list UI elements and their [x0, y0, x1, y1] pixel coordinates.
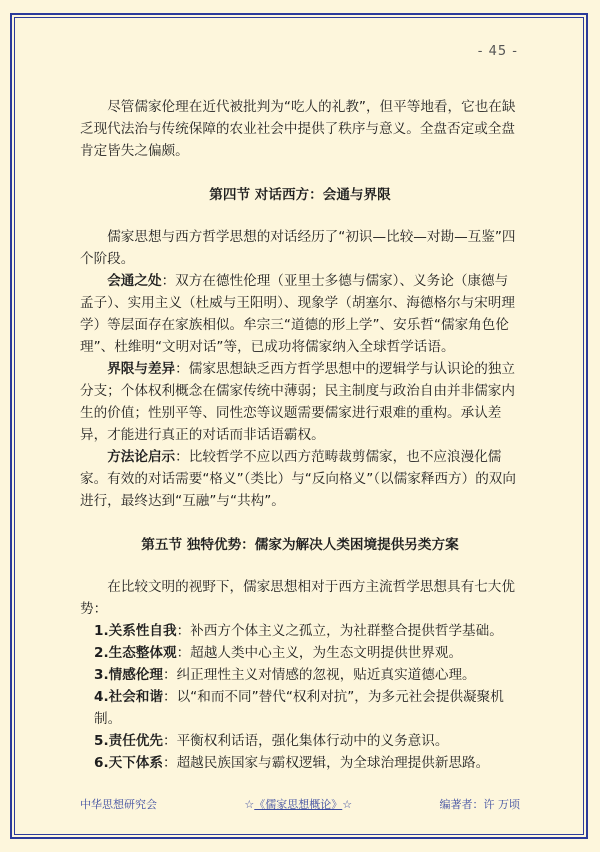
item-text: ：纠正理性主义对情感的忽视，贴近真实道德心理。 — [163, 667, 476, 683]
advantage-item — [80, 752, 520, 774]
item-label: 4.社会和谐 — [94, 689, 163, 705]
item-label: 6.天下体系 — [94, 755, 163, 771]
advantage-item — [80, 686, 520, 730]
section5-intro: 在比较文明的视野下，儒家思想相对于西方主流哲学思想具有七大优势： — [80, 579, 515, 617]
item-text: ：以“和而不同”替代“权利对抗”，为多元社会提供凝聚机制。 — [94, 689, 504, 727]
section4-point-convergence — [80, 270, 520, 358]
point-text: ：比较哲学不应以西方范畴裁剪儒家，也不应浪漫化儒家。有效的对话需要“格义”（类比）与“反向格义”（以儒家释西方）的双向进行，最终达到“互融”与“共构”。 — [80, 449, 516, 509]
section4-heading: 第四节 对话西方：会通与界限 — [209, 187, 391, 203]
item-label: 3.情感伦理 — [94, 667, 163, 683]
page-number: - 45 - — [477, 44, 518, 59]
page-content — [80, 96, 520, 774]
point-label: 会通之处 — [107, 273, 162, 289]
intro-paragraph: 尽管儒家伦理在近代被批判为“吃人的礼教”，但平等地看，它也在缺乏现代法治与传统保障的农业社会中提供了秩序与意义。全盘否定或全盘肯定皆失之偏颇。 — [80, 99, 516, 159]
page-footer — [80, 796, 520, 812]
item-label: 1.关系性自我 — [94, 623, 177, 639]
item-label: 2.生态整体观 — [94, 645, 177, 661]
section4-point-limits — [80, 358, 520, 446]
item-text: ：平衡权利话语，强化集体行动中的义务意识。 — [163, 733, 449, 749]
point-label: 界限与差异 — [107, 361, 176, 377]
item-text: ：超越民族国家与霸权逻辑，为全球治理提供新思路。 — [163, 755, 490, 771]
star-icon: ☆ — [244, 798, 255, 811]
section4-point-method — [80, 446, 520, 512]
point-text: ：儒家思想缺乏西方哲学思想中的逻辑学与认识论的独立分支；个体权利概念在儒家传统中薄弱；民主制度与政治自由并非儒家内生的价值；性别平等、同性恋等议题需要儒家进行艰难的重构。承认差异，才能进行真正的对话而非话语霸权。 — [80, 361, 515, 443]
item-label: 5.责任优先 — [94, 733, 163, 749]
point-text: ：双方在德性伦理（亚里士多德与儒家）、义务论（康德与孟子）、实用主义（杜威与王阳明）、现象学（胡塞尔、海德格尔与宋明理学）等层面存在家族相似。牟宗三“道德的形上学”、安乐哲“儒家角色伦理”、杜维明“文明对话”等，已成功将儒家纳入全球哲学话语。 — [80, 273, 515, 355]
section5-heading: 第五节 独特优势：儒家为解决人类困境提供另类方案 — [141, 537, 459, 553]
section4-intro: 儒家思想与西方哲学思想的对话经历了“初识—比较—对勘—互鉴”四个阶段。 — [80, 229, 516, 267]
item-text: ：补西方个体主义之孤立，为社群整合提供哲学基础。 — [176, 623, 503, 639]
footer-organization: 中华思想研究会 — [80, 798, 157, 811]
point-label: 方法论启示 — [107, 449, 176, 465]
advantage-item — [80, 642, 520, 664]
advantage-item — [80, 620, 520, 642]
advantage-item — [80, 664, 520, 686]
item-text: ：超越人类中心主义，为生态文明提供世界观。 — [176, 645, 463, 661]
book-title-link[interactable]: 《儒家思想概论》 — [254, 798, 343, 811]
advantage-item — [80, 730, 520, 752]
footer-book-title — [244, 796, 352, 812]
star-icon: ☆ — [342, 798, 353, 811]
footer-author: 编著者：许 万顷 — [439, 798, 520, 811]
